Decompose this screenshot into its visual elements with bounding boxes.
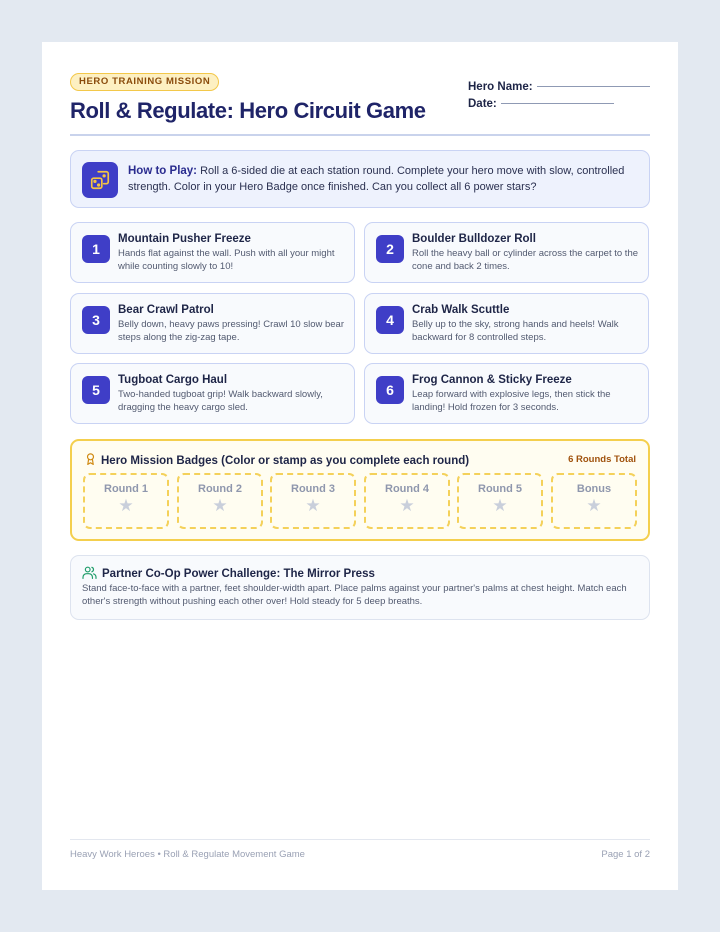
how-to-play-instructions: Roll a 6-sided die at each station round. Complete your hero move with slow, controlled strength. Color in your Hero Badge once finished. Can you collect all 6 power stars? bbox=[128, 165, 625, 193]
station-number: 2 bbox=[376, 235, 404, 263]
station-description: Hands flat against the wall. Push with all your might while counting slowly to 10! bbox=[118, 248, 335, 272]
station-card-5 bbox=[70, 363, 355, 424]
station-title: Tugboat Cargo Haul bbox=[118, 374, 228, 386]
station-card-4 bbox=[364, 293, 649, 354]
station-number: 3 bbox=[82, 306, 110, 334]
how-to-play-box bbox=[70, 150, 650, 208]
badge-round-2[interactable] bbox=[177, 473, 263, 529]
station-card-6 bbox=[364, 363, 649, 424]
star-icon: ★ bbox=[492, 496, 508, 515]
users-icon bbox=[82, 566, 97, 579]
star-icon: ★ bbox=[399, 496, 415, 515]
header bbox=[70, 72, 650, 136]
mission-badges-panel bbox=[70, 439, 650, 541]
station-card-2 bbox=[364, 222, 649, 283]
badge-label: Round 2 bbox=[198, 483, 242, 495]
badge-label: Round 3 bbox=[291, 483, 335, 495]
station-title: Bear Crawl Patrol bbox=[118, 304, 214, 316]
hero-name-label: Hero Name: bbox=[468, 81, 533, 93]
star-icon: ★ bbox=[305, 496, 321, 515]
page-title: Roll & Regulate: Hero Circuit Game bbox=[70, 98, 426, 123]
worksheet-page bbox=[42, 42, 678, 890]
station-card-1 bbox=[70, 222, 355, 283]
station-title: Mountain Pusher Freeze bbox=[118, 233, 251, 245]
station-number: 1 bbox=[82, 235, 110, 263]
coop-description: Stand face-to-face with a partner, feet shoulder-width apart. Place palms against your partner's palms at chest height. Match each other's strength without pushing each other over! Hold steady for 5 deep breaths. bbox=[82, 583, 627, 607]
badge-round-5[interactable] bbox=[457, 473, 543, 529]
date-field[interactable] bbox=[468, 98, 614, 110]
badge-round-3[interactable] bbox=[270, 473, 356, 529]
award-icon bbox=[84, 452, 97, 466]
station-description: Two-handed tugboat grip! Walk backward slowly, dragging the heavy cargo sled. bbox=[118, 389, 323, 413]
station-description: Belly down, heavy paws pressing! Crawl 10 slow bear steps along the zig-zag tape. bbox=[118, 319, 344, 343]
rounds-total: 6 Rounds Total bbox=[568, 454, 636, 465]
dice-icon bbox=[82, 162, 118, 198]
star-icon: ★ bbox=[118, 496, 134, 515]
footer-title: Heavy Work Heroes • Roll & Regulate Movement Game bbox=[70, 849, 305, 860]
date-label: Date: bbox=[468, 98, 497, 110]
station-title: Crab Walk Scuttle bbox=[412, 304, 510, 316]
how-to-play-label: How to Play: bbox=[128, 165, 198, 177]
station-description: Roll the heavy ball or cylinder across the carpet to the cone and back 2 times. bbox=[412, 248, 639, 272]
badge-round-4[interactable] bbox=[364, 473, 450, 529]
badge-label: Bonus bbox=[576, 483, 612, 495]
station-number: 6 bbox=[376, 376, 404, 404]
mission-tag: HERO TRAINING MISSION bbox=[70, 73, 219, 91]
hero-name-field[interactable] bbox=[468, 81, 650, 93]
station-title: Boulder Bulldozer Roll bbox=[412, 233, 536, 245]
how-to-play-text bbox=[128, 164, 638, 195]
badge-label: Round 5 bbox=[478, 483, 522, 495]
badges-title: Hero Mission Badges (Color or stamp as you complete each round) bbox=[101, 455, 470, 467]
badge-bonus[interactable] bbox=[551, 473, 637, 529]
badge-label: Round 4 bbox=[385, 483, 429, 495]
star-icon: ★ bbox=[212, 496, 228, 515]
date-line bbox=[501, 103, 614, 104]
station-description: Belly up to the sky, strong hands and heels! Walk backward for 8 controlled steps. bbox=[412, 319, 619, 343]
hero-name-line bbox=[537, 86, 650, 87]
badge-round-1[interactable] bbox=[83, 473, 169, 529]
station-card-3 bbox=[70, 293, 355, 354]
station-title: Frog Cannon & Sticky Freeze bbox=[412, 374, 572, 386]
station-number: 4 bbox=[376, 306, 404, 334]
coop-title: Partner Co-Op Power Challenge: The Mirror Press bbox=[102, 568, 375, 580]
coop-heading bbox=[82, 566, 375, 580]
station-number: 5 bbox=[82, 376, 110, 404]
page-footer bbox=[70, 839, 650, 863]
badges-heading bbox=[84, 452, 469, 467]
badge-label: Round 1 bbox=[104, 483, 148, 495]
page-number: Page 1 of 2 bbox=[601, 849, 650, 860]
station-description: Leap forward with explosive legs, then stick the landing! Hold frozen for 3 seconds. bbox=[412, 389, 611, 413]
coop-challenge-box bbox=[70, 555, 650, 620]
star-icon: ★ bbox=[586, 496, 602, 515]
